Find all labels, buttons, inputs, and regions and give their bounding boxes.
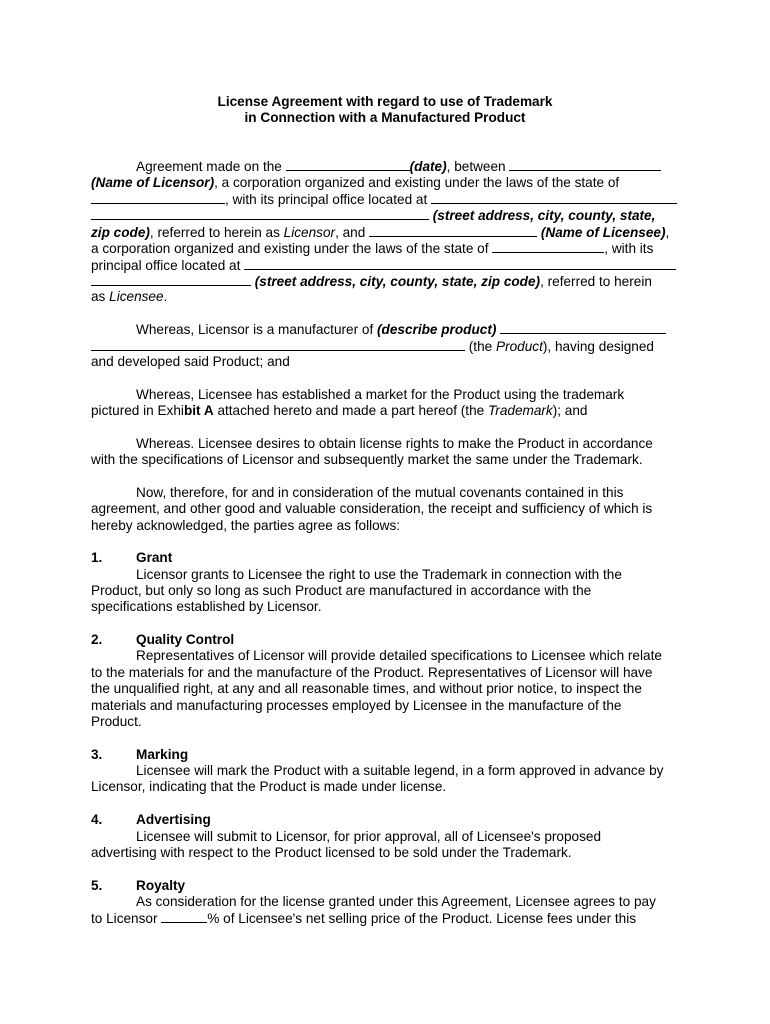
date-blank[interactable] [286,158,410,171]
royalty-percent-blank[interactable] [161,910,207,923]
whereas-2-line-1: Whereas, Licensee has established a market for the Product using the trademark [136,387,625,402]
section-3-line-1: Licensee will mark the Product with a suitable legend, in a form approved in advance by [136,763,664,778]
section-1-number: 1. [91,550,103,565]
whereas-2-line-2: pictured in Exhibit A attached hereto and made a part hereof (the Trademark); and [91,403,588,418]
section-5-heading: Royalty [136,878,186,893]
licensee-office-blank[interactable] [244,257,676,270]
licensor-name-blank[interactable] [509,158,661,171]
product-term: Product [496,339,543,354]
section-5-line-2: to Licensor % of Licensee's net selling price of the Product. License fees under this [91,911,637,926]
section-1-line-2: Product, but only so long as such Product are manufactured in accordance with the [91,583,592,598]
whereas-1-line-3: and developed said Product; and [91,354,290,369]
document-title-line-1: License Agreement with regard to use of Trademark [217,94,553,109]
intro-line-7: principal office located at [91,257,676,275]
section-1-line-3: specifications established by Licensor. [91,599,322,614]
intro-line-8: (street address, city, county, state, zip code), referred to herein [91,273,652,291]
date-label: (date) [409,159,447,174]
licensor-term: Licensor [283,225,336,240]
now-therefore-line-1: Now, therefore, for and in consideration of the mutual covenants contained in this [136,485,624,500]
section-5-number: 5. [91,878,103,893]
section-4-number: 4. [91,812,103,827]
product-description-blank[interactable] [500,321,666,334]
exhibit-a-label: bit A [183,403,214,418]
document-title-line-2: in Connection with a Manufactured Product [244,110,526,125]
now-therefore-line-3: hereby acknowledged, the parties agree as follows: [91,518,401,533]
section-1-heading: Grant [136,550,173,565]
trademark-term: Trademark [488,403,553,418]
section-1-line-1: Licensor grants to Licensee the right to use the Trademark in connection with the [136,567,622,582]
intro-line-4 [91,207,655,225]
intro-line-9: as Licensee. [91,289,168,304]
licensor-name-label: (Name of Licensor) [91,175,215,190]
licensee-name-blank[interactable] [369,224,537,237]
section-2-heading: Quality Control [136,632,235,647]
now-therefore-line-2: agreement, and other good and valuable consideration, the receipt and sufficiency of which is [91,501,653,516]
licensor-address-blank[interactable] [91,207,429,220]
licensor-office-blank[interactable] [431,191,677,204]
describe-product-label: (describe product) [377,322,497,337]
licensor-state-blank[interactable] [91,191,225,204]
intro-line-3: , with its principal office located at [91,191,677,209]
section-2-line-5: Product. [91,714,142,729]
whereas-3-line-1: Whereas. Licensee desires to obtain license rights to make the Product in accordance [136,436,653,451]
whereas-3-line-2: with the specifications of Licensor and subsequently market the same under the Trademark. [91,452,643,467]
intro-line-1: Agreement made on the (date), between [136,158,661,176]
licensee-address-blank[interactable] [91,273,251,286]
section-3-heading: Marking [136,747,189,762]
whereas-1-line-1: Whereas, Licensor is a manufacturer of (describe product) [136,321,666,339]
section-2-line-3: the unqualified right, at any and all reasonable times, and without prior notice, to inspect the [91,681,642,696]
whereas-1-line-2: (the Product), having designed [91,338,654,356]
licensee-name-label: (Name of Licensee) [540,225,666,240]
zip-code-label-1: zip code) [91,225,150,240]
section-2-number: 2. [91,632,103,647]
licensee-term: Licensee [109,289,164,304]
section-4-line-1: Licensee will submit to Licensor, for prior approval, all of Licensee's proposed [136,829,602,844]
section-5-line-1: As consideration for the license granted under this Agreement, Licensee agrees to pay [136,894,656,909]
street-address-label-2: (street address, city, county, state, zip code) [254,274,541,289]
section-4-heading: Advertising [136,812,211,827]
intro-line-6: a corporation organized and existing under the laws of the state of , with its [91,241,654,256]
product-description-blank-2[interactable] [91,338,465,351]
street-address-label-1: (street address, city, county, state, [432,208,656,223]
section-2-line-1: Representatives of Licensor will provide detailed specifications to Licensee which relate [136,648,662,663]
section-2-line-4: materials and manufacturing processes employed by Licensee in the manufacture of the [91,698,622,713]
intro-line-2: (Name of Licensor), a corporation organized and existing under the laws of the state of [91,175,620,190]
section-3-line-2: Licensor, indicating that the Product is made under license. [91,779,447,794]
section-4-line-2: advertising with respect to the Product licensed to be sold under the Trademark. [91,845,572,860]
intro-line-5: zip code), referred to herein as Licensor, and (Name of Licensee), [91,225,670,240]
licensee-state-blank[interactable] [492,240,604,253]
section-2-line-2: to the materials for and the manufacture of the Product. Representatives of Licensor will have [91,665,653,680]
section-3-number: 3. [91,747,103,762]
